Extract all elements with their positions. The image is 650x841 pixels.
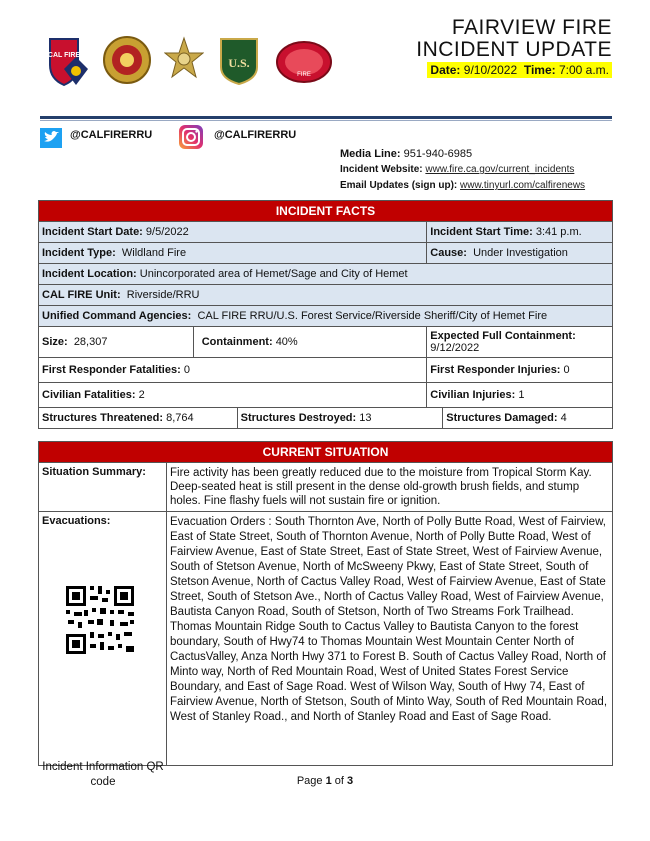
structures-destroyed-cell: Structures Destroyed: 13 [237,408,443,429]
situation-summary-text: Fire activity has been greatly reduced due to the moisture from Tropical Storm Kay. Deep-seated heat is still present in the dense old-growth brush fields, and stump holes. Fine flashy fuels will not sustain fire or ignition. [167,463,613,512]
svg-text:FIRE: FIRE [297,72,311,78]
evacuations-label-cell [39,512,167,788]
county-fire-logo [102,35,152,85]
twitter-icon[interactable] [40,128,62,148]
cal-fire-unit-cell: CAL FIRE Unit: Riverside/RRU [39,285,613,306]
date-value: 9/10/2022 [463,63,518,77]
incident-type-cell: Incident Type: Wildland Fire [39,243,427,264]
svg-text:U.S.: U.S. [228,56,250,70]
civilian-fatalities-cell: Civilian Fatalities: 2 [39,383,427,408]
fr-injuries-cell: First Responder Injuries: 0 [427,358,613,383]
time-label: Time: [523,63,556,77]
fr-fatalities-cell: First Responder Fatalities: 0 [39,358,427,383]
sheriff-star-logo [164,35,204,85]
time-value: 7:00 a.m. [558,63,609,77]
expected-containment-cell: Expected Full Containment: 9/12/2022 [427,327,613,358]
situation-summary-label: Situation Summary: [39,463,167,512]
containment-cell: Containment: 40% [193,327,427,358]
evacuations-label: Evacuations: [42,515,111,527]
evacuations-text: Evacuation Orders : South Thornton Ave, North of Polly Butte Road, West of Fairview, East of State Street, South of Thornton Avenue, North of Polly Butte Road, West of Fairview Avenue, East of State Street, East of State Street, West of Fairview Avenue, South of Stetson Avenue, North of McSweeny Pkwy, East of State Street, South of Stetson Avenue, North of Cactus Valley Road, West of Fairview Avenue, East of State Street, South of Stetson Ave., North of Cactus Valley Road, West of Fairview Avenue, Bautista Canyon Road, South of Stetson, North of Two Streams Fork Trailhead. Thomas Mountain Ridge South to Cactus Valley to Bautista Canyon to the forest boundary, South of Hwy74 to Thomas Mountain West Mountain Center North of CactusValley, Anza North Hwy 371 to Forest B. South of Cactus Valley Road, North of Minto way, North of Red Mountain Road, West of United States Forest Service Boundary, and East of Sage Road. West of Wilson Way, South of Hwy 74, East of Fairview Avenue, North of Stetson, South of Minto Way, South of Red Mountain Road, West of Stanley Road., and North of Stanley Road and East of Sage Road. [167,512,613,766]
header-divider [40,116,612,119]
size-cell: Size: 28,307 [39,327,194,358]
incident-facts-table [38,200,613,429]
current-situation-heading: CURRENT SITUATION [39,442,613,463]
start-time-cell: Incident Start Time: 3:41 p.m. [427,222,613,243]
date-time-line [427,62,612,78]
structures-damaged-cell: Structures Damaged: 4 [443,408,613,429]
title-line-2: INCIDENT UPDATE [416,38,612,61]
website-link[interactable]: www.fire.ca.gov/current_incidents [425,164,575,175]
header-divider-thin [40,120,612,121]
email-updates-label: Email Updates (sign up): [340,180,458,191]
qr-code-icon[interactable] [64,584,136,656]
incident-facts-heading: INCIDENT FACTS [39,201,613,222]
start-date-cell: Incident Start Date: 9/5/2022 [39,222,427,243]
website-label: Incident Website: [340,164,423,175]
qr-code-caption: Incident Information QR code [42,761,164,788]
page-footer: Page 1 of 3 [296,775,354,787]
page-total: 3 [347,775,354,787]
email-updates-link[interactable]: www.tinyurl.com/calfirenews [460,180,586,191]
forest-service-logo [218,35,260,85]
unified-command-cell: Unified Command Agencies: CAL FIRE RRU/U.S. Forest Service/Riverside Sheriff/City of Hemet Fire [39,306,613,327]
cal-fire-logo [46,35,90,87]
media-contact-block [340,146,585,194]
agency-logos [46,35,346,87]
title-line-1: FAIRVIEW FIRE [451,16,612,39]
svg-text:CAL FIRE: CAL FIRE [47,52,81,59]
page-current: 1 [325,775,332,787]
media-line-label: Media Line: [340,148,401,160]
cause-cell: Cause: Under Investigation [427,243,613,264]
structures-threatened-cell: Structures Threatened: 8,764 [39,408,238,429]
civilian-injuries-cell: Civilian Injuries: 1 [427,383,613,408]
city-of-hemet-logo [274,35,334,85]
date-label: Date: [430,63,461,77]
instagram-icon[interactable] [178,124,204,150]
incident-location-cell: Incident Location: Unincorporated area of Hemet/Sage and City of Hemet [39,264,613,285]
media-line-value: 951-940-6985 [403,148,473,160]
instagram-handle[interactable]: @CALFIRERRU [214,129,297,141]
twitter-handle[interactable]: @CALFIRERRU [70,129,153,141]
